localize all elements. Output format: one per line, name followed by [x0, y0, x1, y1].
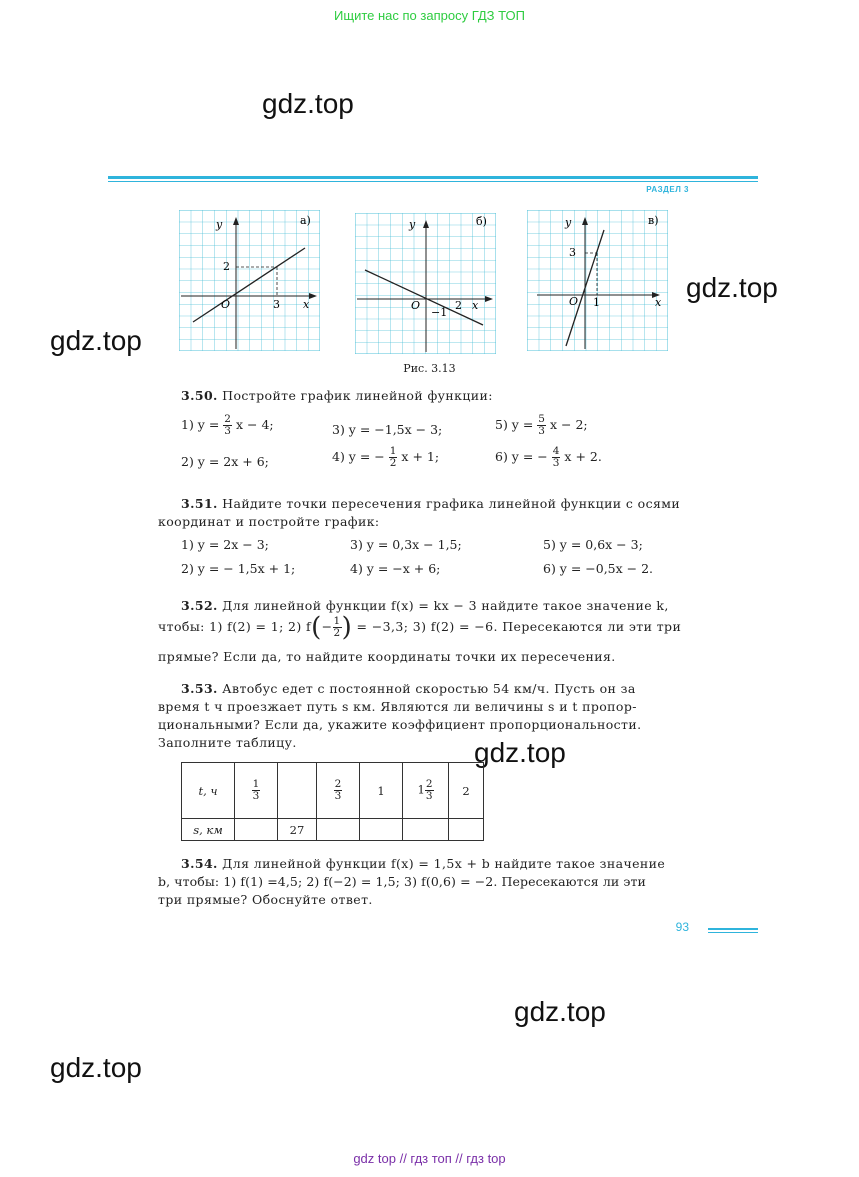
watermark: gdz.top — [262, 88, 354, 119]
exercise-number: 3.51. — [181, 496, 218, 511]
fraction — [537, 414, 546, 437]
exercise-item — [332, 446, 439, 469]
exercise-item — [495, 414, 588, 437]
exercise-3-52-heading — [181, 597, 669, 615]
exercise-text: три прямые? Обоснуйте ответ. — [158, 892, 373, 907]
header-rule — [108, 176, 758, 179]
exercise-item: 3) y = −1,5x − 3; — [332, 422, 443, 437]
tick-label: 2 — [223, 260, 230, 273]
whole-part: 1 — [417, 782, 425, 797]
exercise-item — [181, 414, 274, 437]
numerator: 2 — [425, 778, 433, 790]
paren-open: ( — [311, 612, 322, 643]
table-cell: 27 — [278, 819, 317, 841]
watermark: gdz.top — [514, 996, 606, 1027]
item-prefix: 6) y = − — [495, 449, 548, 464]
denominator: 3 — [224, 425, 231, 437]
exercise-number: 3.54. — [181, 856, 218, 871]
item-prefix: 5) y = — [495, 417, 538, 432]
exercise-text: Автобус едет с постоянной скоростью 54 км/ч. Пусть он за — [222, 681, 636, 696]
denominator: 2 — [389, 457, 397, 469]
exercise-3-51-heading — [181, 495, 680, 513]
table-cell[interactable] — [449, 819, 484, 841]
exercise-item: 3) y = 0,3x − 1,5; — [350, 537, 462, 552]
figure-caption: Рис. 3.13 — [403, 362, 456, 375]
data-table — [181, 762, 484, 841]
tick-label: 3 — [273, 298, 280, 311]
y-axis-label: y — [565, 216, 572, 229]
numerator: 2 — [334, 778, 342, 790]
figure-label: а) — [300, 214, 311, 227]
exercise-number: 3.50. — [181, 388, 218, 403]
x-axis-label: x — [655, 296, 662, 309]
table-cell[interactable] — [317, 819, 360, 841]
item-suffix: x − 4; — [235, 417, 274, 432]
watermark: gdz.top — [686, 272, 778, 303]
item-prefix: 1) y = — [181, 417, 224, 432]
fraction — [223, 414, 232, 437]
watermark: gdz.top — [50, 325, 142, 356]
table-cell: 2 — [449, 763, 484, 819]
table-cell — [317, 763, 360, 819]
table-row — [182, 819, 484, 841]
fraction — [552, 446, 561, 469]
exercise-number: 3.52. — [181, 598, 218, 613]
section-label: РАЗДЕЛ 3 — [646, 185, 689, 194]
exercise-item: 2) y = 2x + 6; — [181, 454, 269, 469]
exercise-text: циональными? Если да, укажите коэффициент пропорциональности. — [158, 717, 642, 732]
numerator: 2 — [224, 413, 231, 425]
denominator: 3 — [252, 790, 260, 802]
item-suffix: x + 1; — [401, 449, 440, 464]
exercise-3-53-heading — [181, 680, 636, 698]
item-suffix: x − 2; — [549, 417, 588, 432]
figure-label: в) — [648, 214, 659, 227]
exercise-number: 3.53. — [181, 681, 218, 696]
text-part: чтобы: 1) f(2) = 1; 2) f — [158, 619, 312, 634]
exercise-text: Найдите точки пересечения графика линейной функции с осями — [222, 496, 681, 511]
item-suffix: x + 2. — [564, 449, 602, 464]
paren-close: ) — [341, 612, 353, 643]
bottom-banner[interactable]: gdz top // гдз топ // гдз top — [353, 1151, 506, 1166]
tick-label: 1 — [593, 296, 600, 309]
table-cell[interactable] — [360, 819, 403, 841]
exercise-item: 4) y = −x + 6; — [350, 561, 441, 576]
exercise-text: прямые? Если да, то найдите координаты точки их пересечения. — [158, 649, 616, 664]
origin-label: O — [221, 298, 231, 311]
exercise-text: чтобы: 1) f(2) = 1; 2) f(− $\frac{1}{2}$ ) = −3,3; 3) f(2) = −6. Пересекаются ли эти три — [158, 612, 682, 643]
item-prefix: 4) y = − — [332, 449, 385, 464]
fraction — [333, 616, 342, 639]
table-cell[interactable] — [235, 819, 278, 841]
numerator: 4 — [552, 445, 560, 457]
table-cell[interactable] — [403, 819, 449, 841]
exercise-text: Заполните таблицу. — [158, 735, 297, 750]
table-header: t, ч — [182, 763, 235, 819]
text-part: = −3,3; 3) f(2) = −6. Пересекаются ли эти три — [356, 619, 682, 634]
numerator: 1 — [252, 778, 260, 790]
exercise-item — [495, 446, 602, 469]
exercise-item: 2) y = − 1,5x + 1; — [181, 561, 296, 576]
tick-label: 2 — [455, 299, 462, 312]
fraction — [389, 446, 398, 469]
y-axis-label: y — [409, 218, 416, 231]
figure-label: б) — [476, 215, 487, 228]
watermark: gdz.top — [50, 1052, 142, 1083]
exercise-text: Для линейной функции f(x) = kx − 3 найдите такое значение k, — [222, 598, 669, 613]
denominator: 3 — [425, 790, 433, 802]
table-cell[interactable] — [278, 763, 317, 819]
x-axis-label: x — [472, 299, 479, 312]
graph-a — [179, 210, 320, 351]
x-axis-label: x — [303, 298, 310, 311]
exercise-3-54-heading — [181, 855, 665, 873]
denominator: 3 — [552, 457, 560, 469]
y-axis-label: y — [216, 218, 223, 231]
numerator: 1 — [333, 615, 341, 627]
origin-label: O — [411, 299, 421, 312]
exercise-item: 6) y = −0,5x − 2. — [543, 561, 654, 576]
graph-b — [355, 213, 496, 354]
table-header: s, км — [182, 819, 235, 841]
table-row — [182, 763, 484, 819]
tick-label: 3 — [569, 246, 576, 259]
table-cell — [403, 763, 449, 819]
table-cell: 1 — [360, 763, 403, 819]
page-number: 93 — [675, 920, 689, 934]
exercise-item: 5) y = 0,6x − 3; — [543, 537, 643, 552]
exercise-text: координат и постройте график: — [158, 514, 380, 529]
denominator: 3 — [538, 425, 545, 437]
header-rule-thin — [108, 181, 758, 182]
exercise-text: Постройте график линейной функции: — [222, 388, 493, 403]
exercise-3-50-heading — [181, 387, 493, 405]
exercise-item: 1) y = 2x − 3; — [181, 537, 269, 552]
watermark: gdz.top — [474, 737, 566, 768]
origin-label: O — [569, 295, 579, 308]
denominator: 2 — [333, 627, 341, 639]
numerator: 1 — [389, 445, 397, 457]
top-banner[interactable]: Ищите нас по запросу ГДЗ ТОП — [334, 8, 525, 23]
exercise-text: b, чтобы: 1) f(1) =4,5; 2) f(−2) = 1,5; 3) f(0,6) = −2. Пересекаются ли эти — [158, 874, 646, 889]
graph-v — [527, 210, 668, 351]
tick-label: −1 — [431, 306, 448, 319]
denominator: 3 — [334, 790, 342, 802]
footer-rule-thin — [708, 932, 758, 933]
exercise-text: время t ч проезжает путь s км. Являются ли величины s и t пропор- — [158, 699, 637, 714]
table-cell — [235, 763, 278, 819]
numerator: 5 — [538, 413, 545, 425]
footer-rule — [708, 928, 758, 930]
exercise-text: Для линейной функции f(x) = 1,5x + b найдите такое значение — [222, 856, 666, 871]
